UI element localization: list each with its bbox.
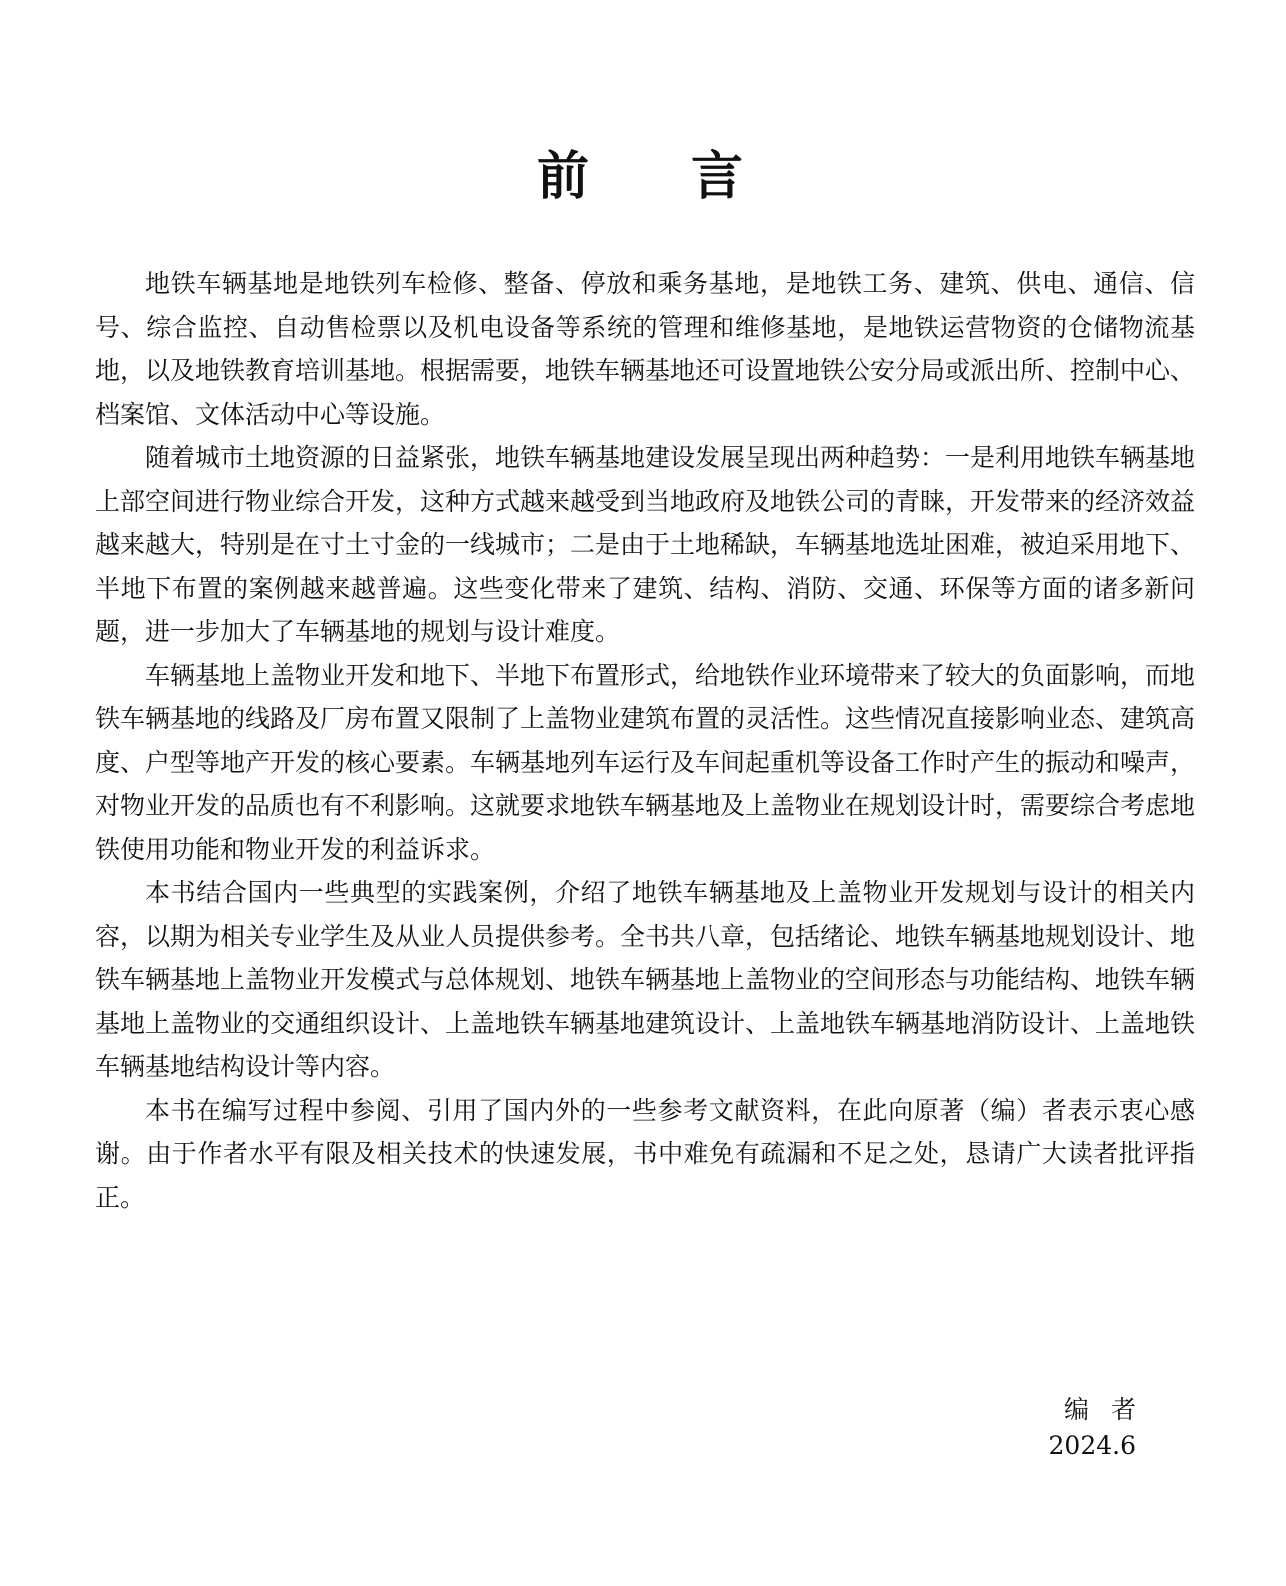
paragraph-3: 车辆基地上盖物业开发和地下、半地下布置形式，给地铁作业环境带来了较大的负面影响，而地铁车辆基地的线路及厂房布置又限制了上盖物业建筑布置的灵活性。这些情况直接影响业态、建筑高度、户型等地产开发的核心要素。车辆基地列车运行及车间起重机等设备工作时产生的振动和噪声，对物业开发的品质也有不利影响。这就要求地铁车辆基地及上盖物业在规划设计时，需要综合考虑地铁使用功能和物业开发的利益诉求。 [95, 660, 1196, 864]
paragraph-2: 随着城市土地资源的日益紧张，地铁车辆基地建设发展呈现出两种趋势：一是利用地铁车辆基地上部空间进行物业综合开发，这种方式越来越受到当地政府及地铁公司的青睐，开发带来的经济效益越来越大，特别是在寸土寸金的一线城市；二是由于土地稀缺，车辆基地选址困难，被迫采用地下、半地下布置的案例越来越普遍。这些变化带来了建筑、结构、消防、交通、环保等方面的诸多新问题，进一步加大了车辆基地的规划与设计难度。 [95, 443, 1196, 646]
paragraph-5: 本书在编写过程中参阅、引用了国内外的一些参考文献资料，在此向原著（编）者表示衷心感谢。由于作者水平有限及相关技术的快速发展，书中难免有疏漏和不足之处，恳请广大读者批评指正。 [95, 1095, 1195, 1212]
signature-editor: 编者 [1063, 1395, 1158, 1424]
paragraph-1: 地铁车辆基地是地铁列车检修、整备、停放和乘务基地，是地铁工务、建筑、供电、通信、信号、综合监控、自动售检票以及机电设备等系统的管理和维修基地，是地铁运营物资的仓储物流基地，以及地铁教育培训基地。根据需要，地铁车辆基地还可设置地铁公安分局或派出所、控制中心、档案馆、文体活动中心等设施。 [95, 269, 1196, 429]
preface-body [95, 262, 1195, 1219]
signature-date: 2024.6 [1048, 1431, 1136, 1460]
paragraph-4: 本书结合国内一些典型的实践案例，介绍了地铁车辆基地及上盖物业开发规划与设计的相关内容，以期为相关专业学生及从业人员提供参考。全书共八章，包括绪论、地铁车辆基地规划设计、地铁车辆基地上盖物业开发模式与总体规划、地铁车辆基地上盖物业的空间形态与功能结构、地铁车辆基地上盖物业的交通组织设计、上盖地铁车辆基地建筑设计、上盖地铁车辆基地消防设计、上盖地铁车辆基地结构设计等内容。 [95, 878, 1196, 1081]
title-char-1: 前 [536, 145, 595, 207]
signature-block [1048, 1392, 1158, 1464]
page-title [0, 145, 1286, 209]
title-char-2: 言 [691, 145, 750, 207]
